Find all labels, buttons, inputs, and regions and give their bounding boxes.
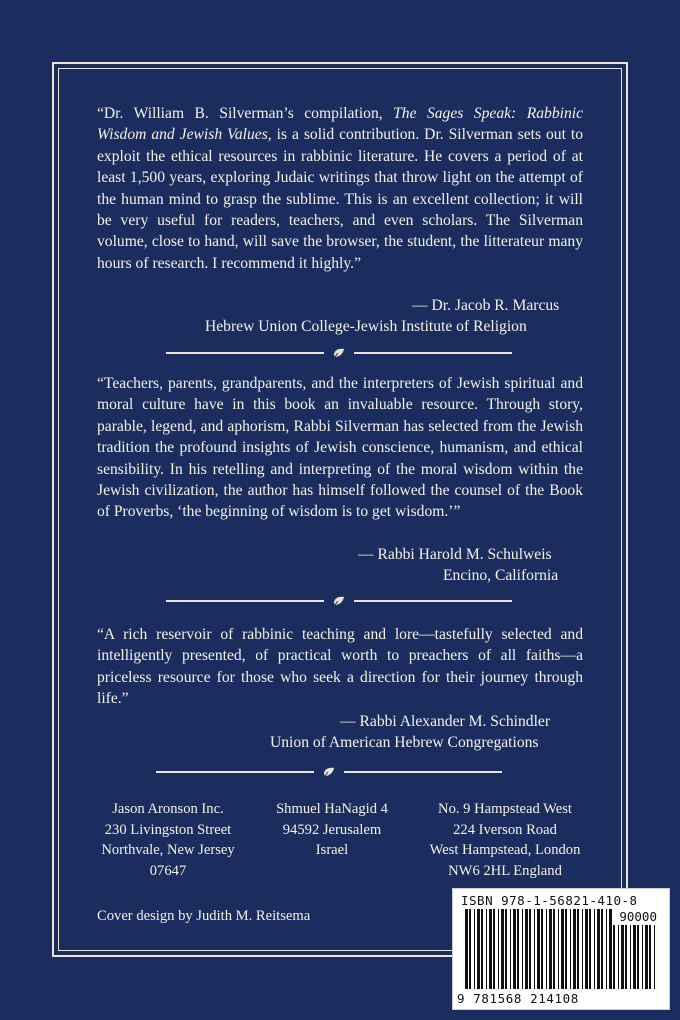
ornamental-divider [156,765,502,779]
barcode-bar [601,909,603,989]
publisher-address-us: Jason Aronson Inc. 230 Livingston Street Northvale, New Jersey 07647 [101,801,235,879]
book-title: The Sages Speak: Rabbinic Wisdom and Jewish Values [97,105,583,144]
barcode-bar [637,925,639,989]
publisher-address-israel: Shmuel HaNagid 4 94592 Jerusalem Israel [276,801,388,858]
barcode-bar [486,909,487,989]
publisher-address-uk: No. 9 Hampstead West 224 Iverson Road West Hampstead, London NW6 2HL England [429,801,581,879]
isbn-barcode [452,888,670,1010]
isbn-label: ISBN 978-1-56821-410-8 [461,893,638,908]
barcode-bar [642,925,643,989]
barcode-bar [474,909,475,989]
attribution-marcus: — Dr. Jacob R. Marcus [412,297,560,314]
barcode-bar [589,909,591,989]
barcode-bar [625,925,627,989]
barcode-bar [633,925,636,989]
barcode-bar [654,925,655,989]
barcode-bar [505,909,507,989]
barcode-bar [501,909,504,989]
cover-design-credit: Cover design by Judith M. Reitsema [97,908,311,924]
leaf-ornament-icon [332,346,346,360]
quote-marcus-pre: “Dr. William B. Silverman’s compilation, [97,105,394,122]
barcode-bar [606,909,607,989]
barcode-bar [529,909,531,989]
barcode-bar [537,909,540,989]
barcode-bar [630,925,631,989]
affiliation-schindler: Union of American Hebrew Congregations [270,734,539,751]
barcode-bar [513,909,516,989]
barcode-bar [594,909,595,989]
barcode-bar [469,909,471,989]
barcode-bar [477,909,480,989]
ornamental-divider [166,346,512,360]
barcode-bar [570,909,571,989]
barcode-bar [577,909,579,989]
barcode-bar [609,925,612,989]
barcode-bar [597,909,600,989]
barcode-bar [558,909,559,989]
barcode-bar [534,909,535,989]
barcode-bar [546,909,547,989]
barcode-bar [645,925,648,989]
barcode-bar [561,909,564,989]
barcode-bar [649,925,651,989]
ean-digits: 9 781568 214108 [457,991,579,1006]
barcode-bar [489,909,492,989]
barcode-bar [621,925,624,989]
quote-marcus [97,103,583,274]
barcode-bar [553,909,555,989]
attribution-schindler: — Rabbi Alexander M. Schindler [340,713,551,730]
barcode-bar [573,909,576,989]
quote-schulweis: “Teachers, parents, grandparents, and the interpreters of Jewish spiritual and moral culture have in this book an invaluable resource. Through story, parable, legend, and aphorism, Rabbi Silverman has selected from the Jewish tradition the profound insights of Jewish conscience, humanism, and ethical sensibility. In his retelling and interpreting of the moral wisdom within the Jewish civilization, the author has himself followed the counsel of the Book of Proverbs, ‘the beginning of wisdom is to get wisdom.’” [97,375,583,521]
ean-barcode-bars [465,909,615,989]
barcode-bar [493,909,495,989]
barcode-bar [481,909,483,989]
quote-schindler: “A rich reservoir of rabbinic teaching and lore—tastefully selected and intelligently presented, of practical worth to preachers of all faiths—a priceless resource for those who seek a direction for their journey through life.” [97,626,583,708]
barcode-bar [549,909,552,989]
barcode-bar [585,909,588,989]
barcode-bar [510,909,511,989]
barcode-bar [465,909,468,989]
attribution-schulweis: — Rabbi Harold M. Schulweis [358,546,552,563]
barcode-bar [525,909,528,989]
price-code: 90000 [619,909,657,924]
price-barcode-bars [609,925,657,989]
barcode-bar [541,909,543,989]
affiliation-marcus: Hebrew Union College-Jewish Institute of Religion [205,318,527,335]
barcode-bar [613,925,615,989]
barcode-bar [498,909,499,989]
barcode-bar [582,909,583,989]
leaf-ornament-icon [322,765,336,779]
barcode-bar [522,909,523,989]
quote-marcus-post: , is a solid contribution. Dr. Silverman sets out to exploit the ethical resources in rabbinic literature. He covers a period of at least 1,500 years, exploring Judaic writings that throw light on the attempt of the human mind to grasp the sublime. This is an excellent collection; it will be very useful for readers, teachers, and even scholars. The Silverman volume, close to hand, will save the browser, the student, the litterateur many hours of research. I recommend it highly.” [97,126,584,272]
affiliation-schulweis: Encino, California [443,567,559,584]
ornamental-divider [166,594,512,608]
barcode-bar [517,909,519,989]
barcode-bar [565,909,567,989]
leaf-ornament-icon [332,594,346,608]
barcode-bar [618,925,619,989]
